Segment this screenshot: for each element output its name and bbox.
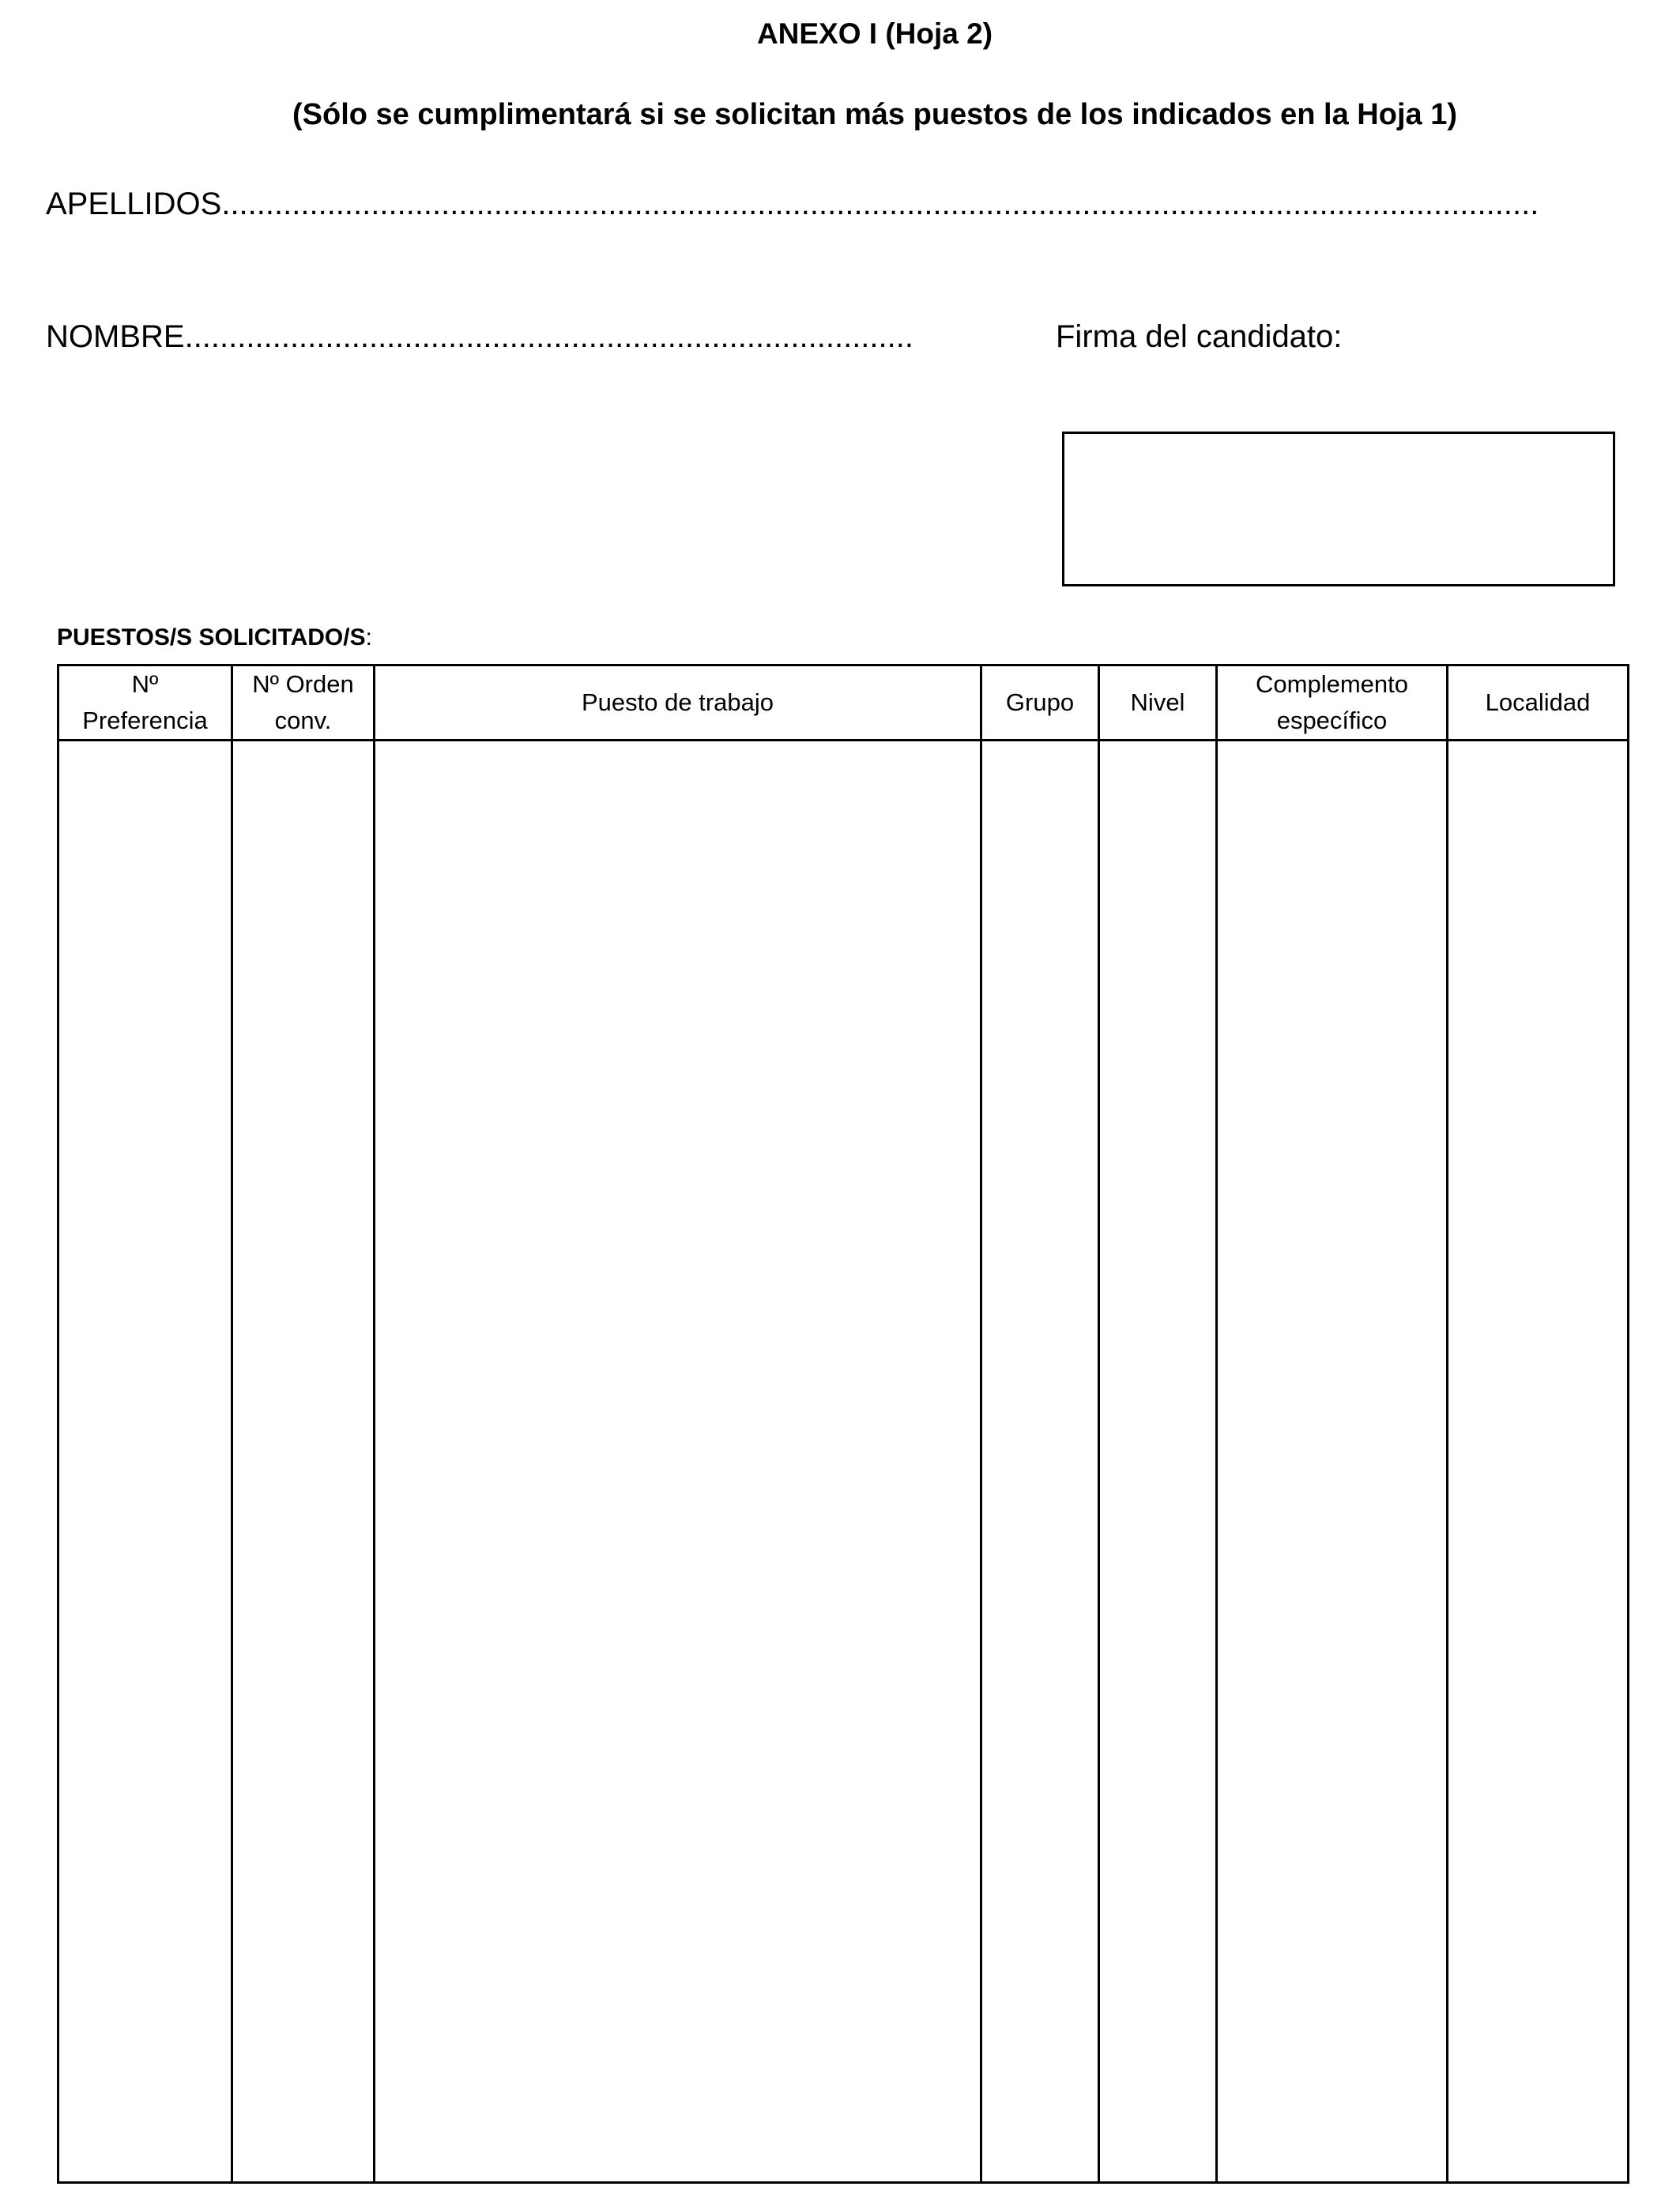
col-header-complemento: Complemento específico [1217, 665, 1448, 741]
puestos-heading-colon: : [365, 624, 372, 650]
cell-grupo[interactable] [981, 741, 1099, 2183]
cell-orden-conv[interactable] [232, 741, 375, 2183]
table-row [58, 741, 1629, 2183]
puestos-table [57, 664, 1629, 2184]
col-header-orden-conv: Nº Orden conv. [232, 665, 375, 741]
col-header-localidad: Localidad [1448, 665, 1629, 741]
cell-nivel[interactable] [1099, 741, 1217, 2183]
puestos-heading [57, 624, 372, 651]
table-header-row [58, 665, 1629, 741]
nombre-label: NOMBRE [46, 319, 185, 354]
nombre-field[interactable] [46, 319, 915, 355]
cell-localidad[interactable] [1448, 741, 1629, 2183]
cell-complemento[interactable] [1217, 741, 1448, 2183]
apellidos-label: APELLIDOS [46, 187, 222, 221]
page-subtitle: (Sólo se cumplimentará si se solicitan más puestos de los indicados en la Hoja 1) [292, 98, 1457, 131]
nombre-dots: ................................................................................... [184, 319, 913, 354]
col-header-puesto: Puesto de trabajo [375, 665, 981, 741]
cell-preferencia[interactable] [58, 741, 232, 2183]
puestos-heading-text: PUESTOS/S SOLICITADO/S [57, 624, 366, 650]
col-header-grupo: Grupo [981, 665, 1099, 741]
apellidos-field[interactable] [46, 187, 1563, 222]
cell-puesto[interactable] [375, 741, 981, 2183]
apellidos-dots: ...................................................................................................................................................... [221, 187, 1539, 221]
col-header-nivel: Nivel [1099, 665, 1217, 741]
signature-box[interactable] [1062, 432, 1615, 586]
col-header-preferencia: Nº Preferencia [58, 665, 232, 741]
page-title: ANEXO I (Hoja 2) [756, 17, 993, 50]
firma-label: Firma del candidato: [1056, 319, 1343, 354]
